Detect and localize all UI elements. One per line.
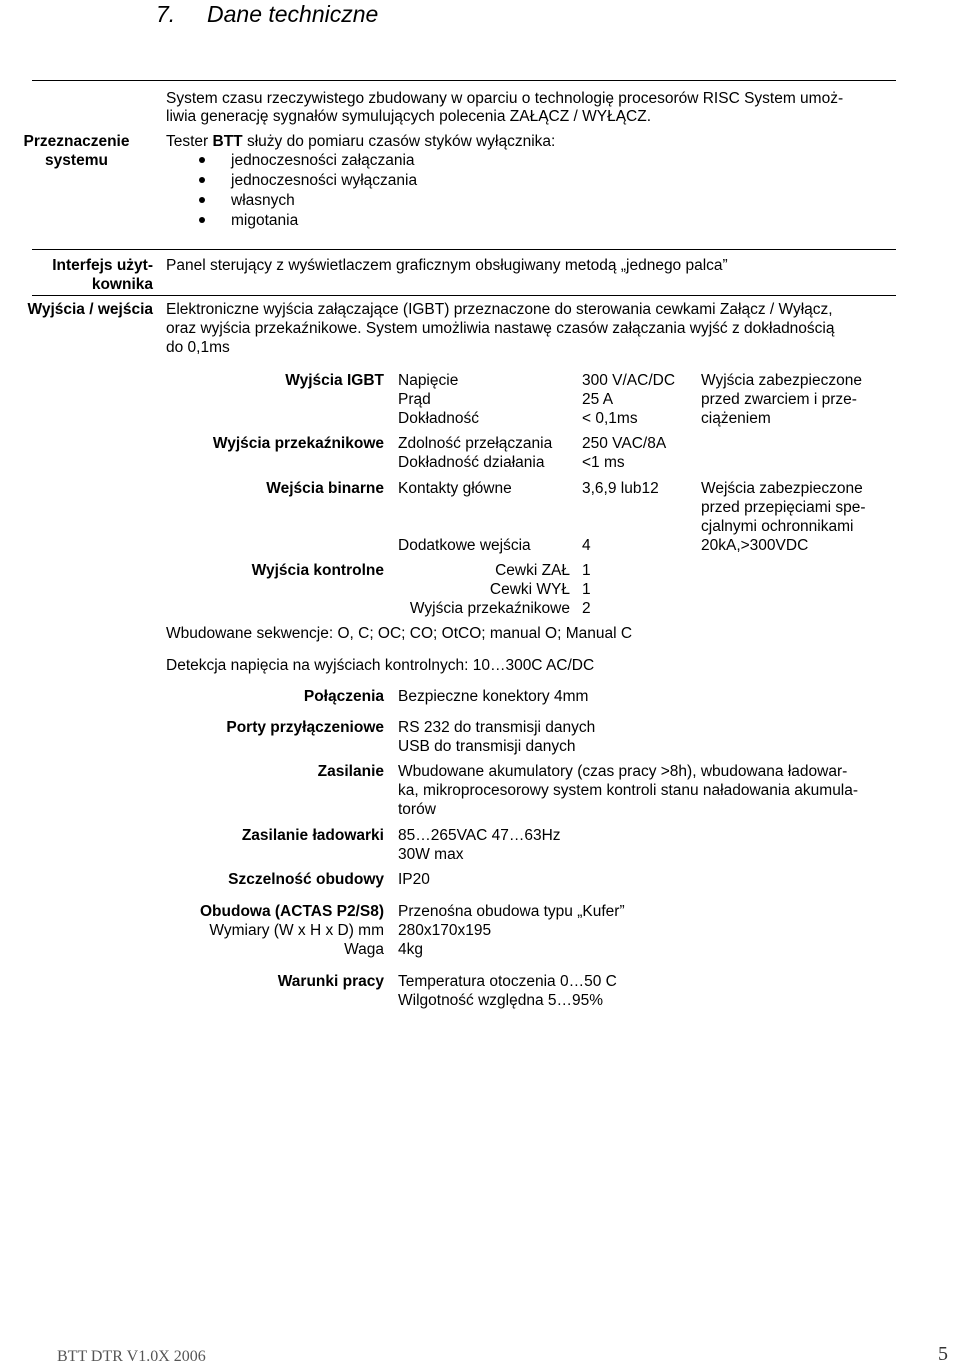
control-item-name: Cewki ZAŁ: [495, 562, 570, 579]
io-label: Wyjścia / wejścia: [27, 301, 153, 318]
table-rule-after-interface: [32, 295, 896, 296]
purpose-desc-line-1: System czasu rzeczywistego zbudowany w oparciu o technologię procesorów RISC System umoż-: [166, 90, 844, 107]
page-number: 5: [938, 1343, 948, 1365]
igbt-value: 300 V/AC/DC: [582, 372, 676, 389]
relay-value: <1 ms: [582, 454, 625, 471]
ports-value: RS 232 do transmisji danych: [398, 719, 596, 736]
tester-post: służy do pomiaru czasów styków wyłącznika:: [242, 133, 556, 150]
connections-label: Połączenia: [303, 688, 384, 705]
table-rule-top: [32, 80, 896, 81]
igbt-note: ciążeniem: [701, 410, 771, 427]
control-item-value: 2: [582, 600, 591, 617]
igbt-value: 25 A: [582, 391, 614, 408]
section-number: 7.: [156, 1, 176, 27]
bullet-icon: [199, 157, 205, 163]
purpose-desc-line-2: liwia generację sygnałów symulujących polecenia ZAŁĄCZ / WYŁĄCZ.: [166, 108, 652, 125]
binary-param: Dodatkowe wejścia: [398, 537, 531, 554]
conditions-value: Temperatura otoczenia 0…50 C: [398, 973, 617, 990]
binary-param: Kontakty główne: [398, 480, 512, 497]
connections-value: Bezpieczne konektory 4mm: [398, 688, 589, 705]
binary-label: Wejścia binarne: [266, 480, 384, 497]
bullet-item: własnych: [231, 192, 295, 209]
binary-note: Wejścia zabezpieczone: [701, 480, 863, 497]
detection-text: Detekcja napięcia na wyjściach kontrolnych: 10…300C AC/DC: [166, 657, 595, 674]
housing-label: Obudowa (ACTAS P2/S8): [199, 903, 384, 920]
ui-label-2: kownika: [91, 276, 153, 293]
control-item-value: 1: [582, 562, 591, 579]
ui-label-1: Interfejs użyt-: [52, 257, 153, 274]
bullet-item: jednoczesności załączania: [231, 152, 415, 169]
tester-brand: BTT: [212, 133, 243, 150]
igbt-param: Napięcie: [398, 372, 459, 389]
control-label: Wyjścia kontrolne: [251, 562, 384, 579]
charger-label: Zasilanie ładowarki: [241, 827, 384, 844]
conditions-label: Warunki pracy: [277, 973, 384, 990]
relay-label: Wyjścia przekaźnikowe: [212, 435, 384, 452]
housing-value: Przenośna obudowa typu „Kufer”: [398, 903, 625, 920]
igbt-label: Wyjścia IGBT: [285, 372, 384, 389]
tester-description: [166, 132, 555, 151]
sequences-text: Wbudowane sekwencje: O, C; OC; CO; OtCO; manual O; Manual C: [166, 625, 633, 642]
ui-description: Panel sterujący z wyświetlaczem graficznym obsługiwany metodą „jednego palca”: [166, 257, 728, 274]
ports-label: Porty przyłączeniowe: [226, 719, 384, 736]
igbt-note: Wyjścia zabezpieczone: [701, 372, 862, 389]
bullet-item: jednoczesności wyłączania: [231, 172, 418, 189]
table-rule-after-purpose: [32, 249, 896, 250]
bullet-icon: [199, 217, 205, 223]
binary-note: przed przepięciami spe-: [701, 499, 866, 516]
bullet-icon: [199, 177, 205, 183]
tester-pre: Tester: [166, 133, 213, 150]
io-desc-line-3: do 0,1ms: [166, 339, 230, 356]
binary-note: cjalnymi ochronnikami: [701, 518, 854, 535]
igbt-value: < 0,1ms: [582, 410, 638, 427]
footer-document-id: BTT DTR V1.0X 2006: [57, 1348, 206, 1365]
charger-value: 30W max: [398, 846, 464, 863]
bullet-item: migotania: [231, 212, 299, 229]
relay-value: 250 VAC/8A: [582, 435, 667, 452]
binary-value: 3,6,9 lub12: [582, 480, 659, 497]
sealing-value: IP20: [398, 871, 430, 888]
section-title: Dane techniczne: [207, 1, 379, 27]
binary-value: 4: [582, 537, 591, 554]
binary-note: 20kA,>300VDC: [701, 537, 809, 554]
ports-value: USB do transmisji danych: [398, 738, 576, 755]
purpose-label-2: systemu: [45, 152, 108, 169]
igbt-param: Dokładność: [398, 410, 479, 427]
control-item-value: 1: [582, 581, 591, 598]
relay-param: Dokładność działania: [398, 454, 545, 471]
control-item-name: Wyjścia przekaźnikowe: [409, 600, 570, 617]
relay-param: Zdolność przełączania: [398, 435, 553, 452]
igbt-param: Prąd: [398, 391, 431, 408]
weight-label: Waga: [344, 941, 384, 958]
conditions-value: Wilgotność względna 5…95%: [398, 992, 604, 1009]
dimensions-value: 280x170x195: [398, 922, 492, 939]
bullet-icon: [199, 197, 205, 203]
charger-value: 85…265VAC 47…63Hz: [398, 827, 561, 844]
power-label: Zasilanie: [317, 763, 384, 780]
power-value: ka, mikroprocesorowy system kontroli stanu naładowania akumula-: [398, 782, 859, 799]
power-value: Wbudowane akumulatory (czas pracy >8h), wbudowana ładowar-: [398, 763, 848, 780]
power-value: torów: [398, 801, 436, 818]
io-desc-line-1: Elektroniczne wyjścia załączające (IGBT) przeznaczone do sterowania cewkami Załącz / Wyłącz,: [166, 301, 833, 318]
control-item-name: Cewki WYŁ: [489, 581, 570, 598]
sealing-label: Szczelność obudowy: [228, 871, 384, 888]
igbt-note: przed zwarciem i prze-: [701, 391, 857, 408]
io-desc-line-2: oraz wyjścia przekaźnikowe. System umożliwia nastawę czasów załączania wyjść z dokładnością: [166, 320, 835, 337]
purpose-label-1: Przeznaczenie: [23, 133, 130, 150]
weight-value: 4kg: [398, 941, 423, 958]
dimensions-label: Wymiary (W x H x D) mm: [209, 922, 384, 939]
